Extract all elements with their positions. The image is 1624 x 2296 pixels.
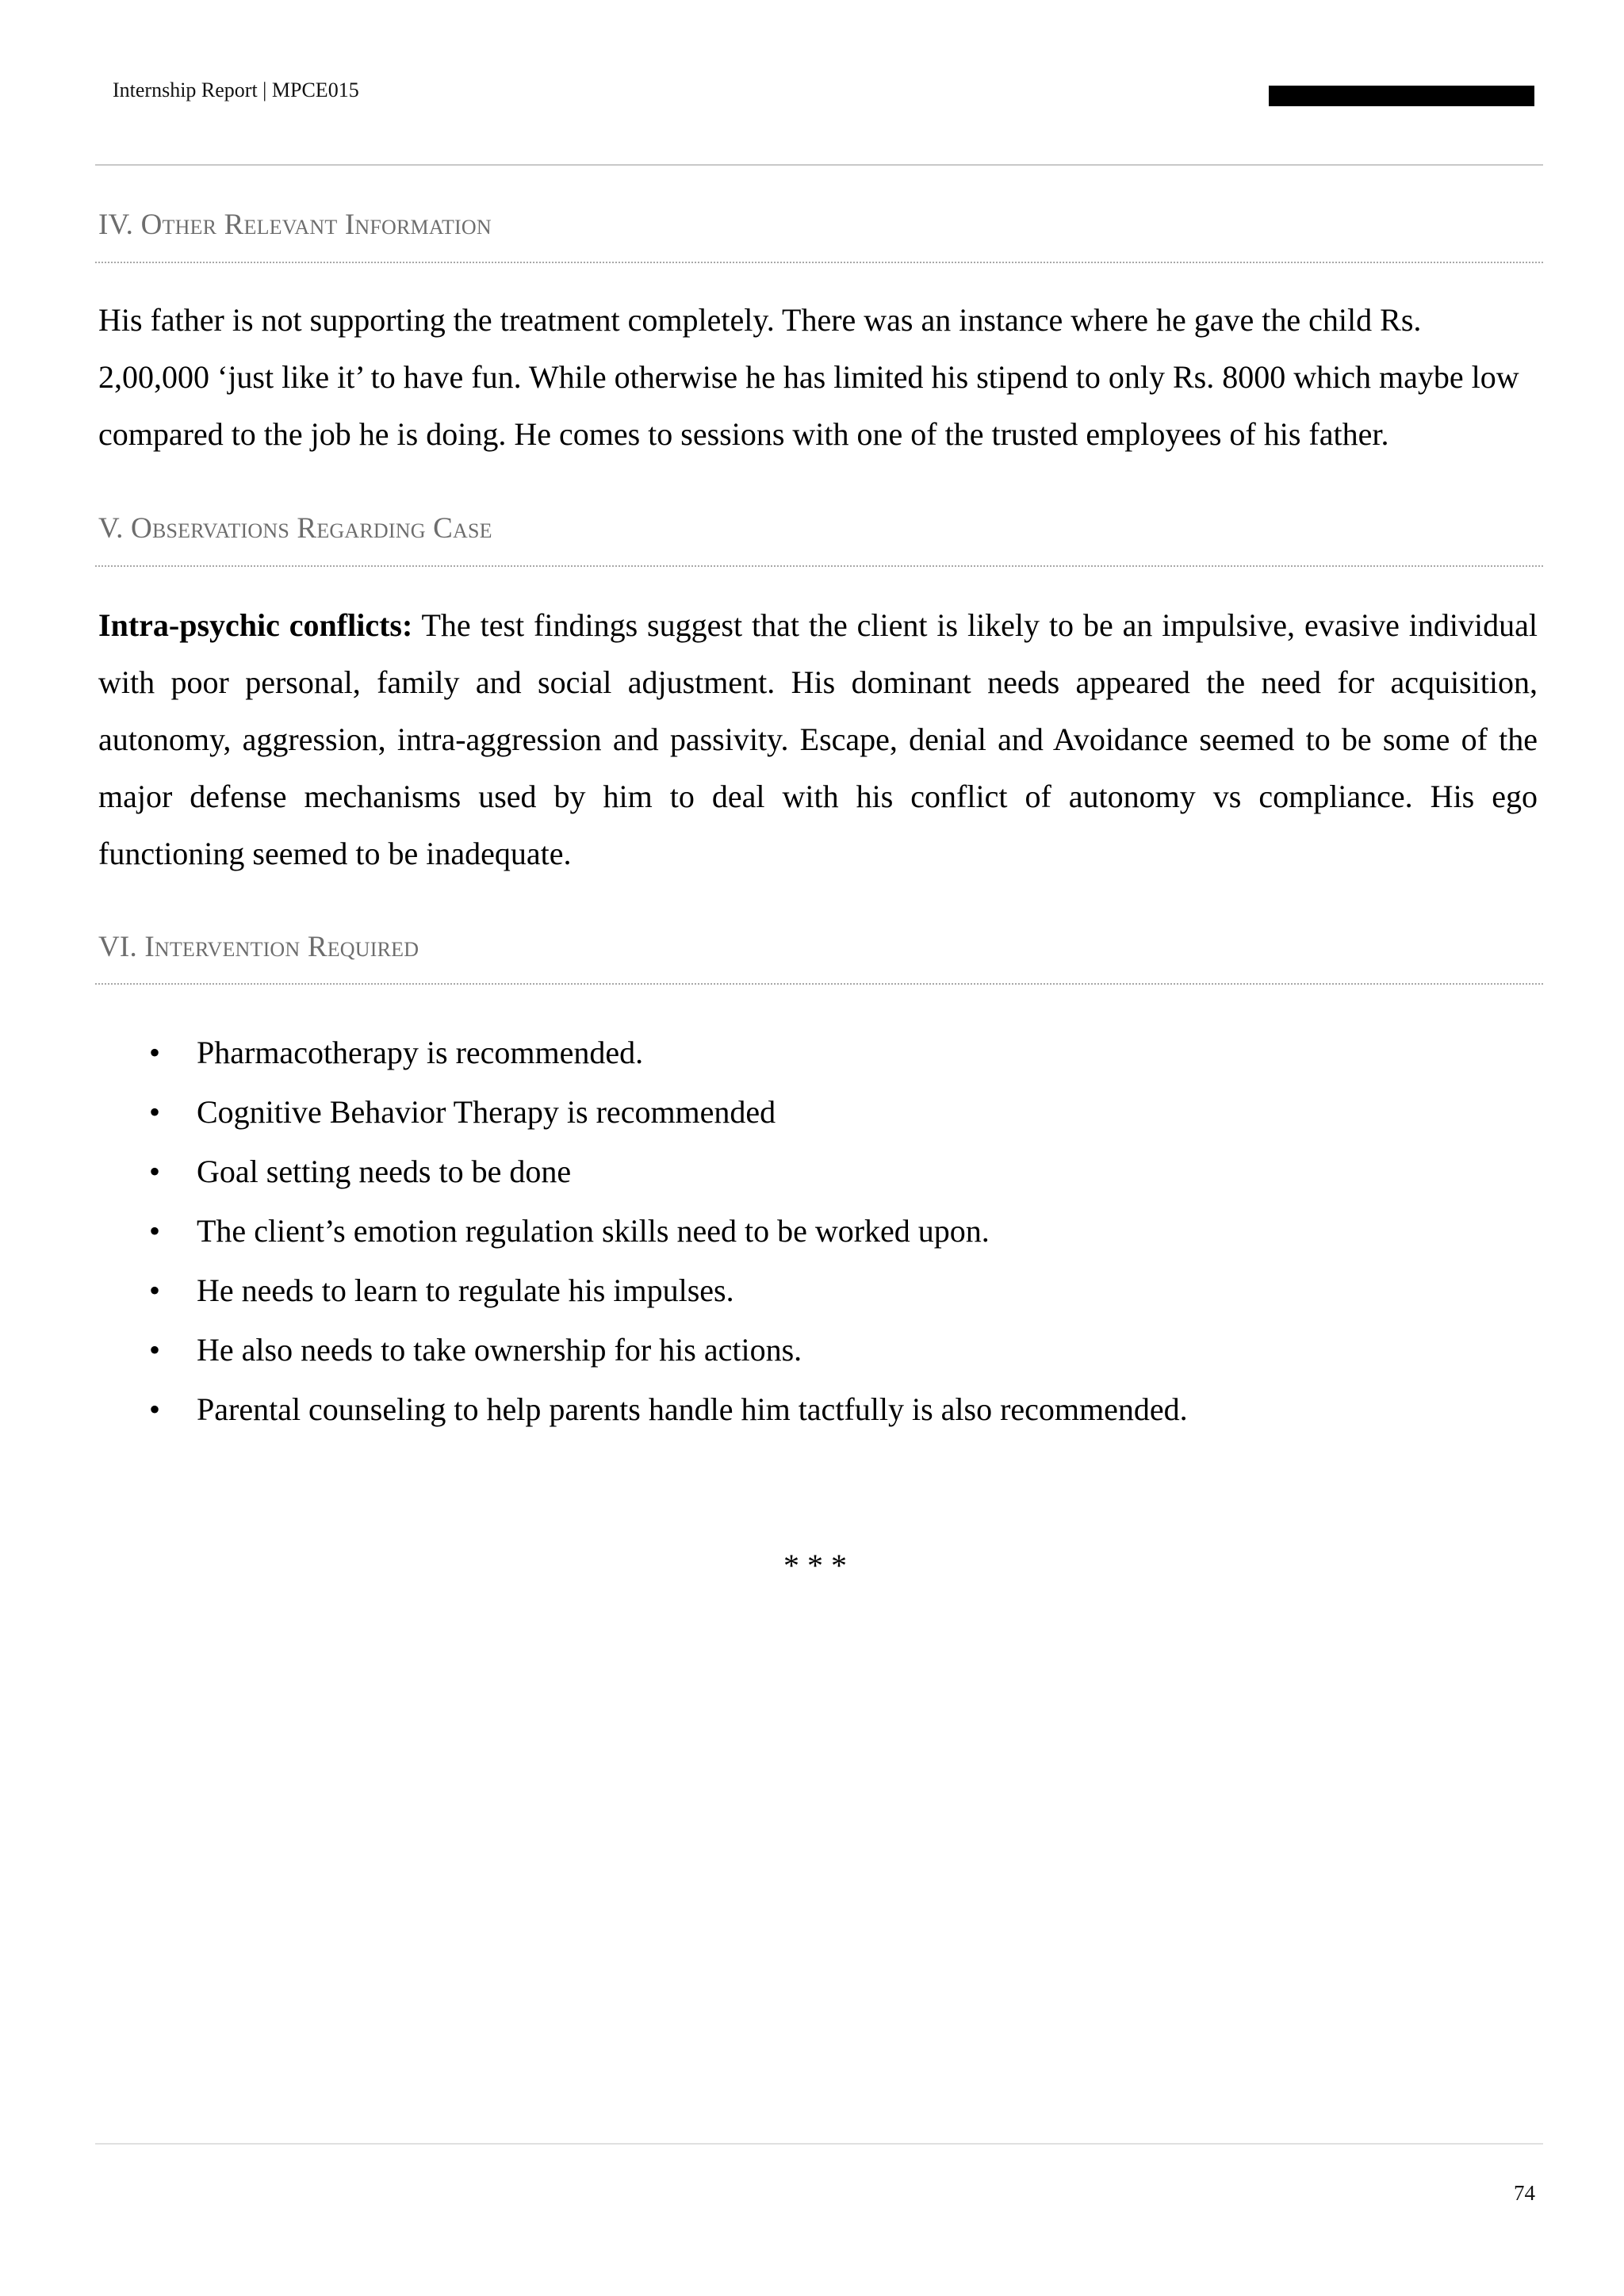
bullet-icon: • — [149, 1213, 161, 1249]
list-item-text: Cognitive Behavior Therapy is recommended — [197, 1094, 776, 1130]
section-divider — [95, 565, 1543, 567]
section-heading-observations: V. Observations Regarding Case — [98, 512, 492, 545]
list-item — [98, 1142, 1526, 1201]
list-item-text: He needs to learn to regulate his impulses. — [197, 1272, 734, 1308]
paragraph-observations — [98, 597, 1538, 882]
paragraph-observations-body: The test findings suggest that the client is likely to be an impulsive, evasive individual with poor personal, family and social adjustment. His dominant needs appeared the need for acquisition, autonomy, aggression, intra-aggression and passivity. Escape, denial and Avoidance seemed to be some of the major defense mechanisms used by him to deal with his conflict of autonomy vs compliance. His ego functioning seemed to be inadequate. — [98, 607, 1538, 871]
redaction-bar — [1269, 86, 1534, 106]
section-end-marker: * * * — [783, 1548, 847, 1583]
paragraph-other-relevant-information: His father is not supporting the treatment completely. There was an instance where he gave the child Rs. 2,00,000 ‘just like it’ to have fun. While otherwise he has limited his stipend to only Rs. 8000 which maybe low compared to the job he is doing. He comes to sessions with one of the trusted employees of his father. — [98, 302, 1519, 452]
list-item-text: Pharmacotherapy is recommended. — [197, 1035, 644, 1070]
section-heading-intervention-required: VI. Intervention Required — [98, 931, 419, 963]
bullet-icon: • — [149, 1272, 161, 1308]
section-divider — [95, 262, 1543, 263]
bullet-icon: • — [149, 1035, 161, 1070]
paragraph-lead-intra-psychic-conflicts: Intra-psychic conflicts: — [98, 607, 413, 643]
header-divider — [95, 164, 1543, 166]
running-header: Internship Report | MPCE015 — [113, 78, 359, 101]
list-item — [98, 1380, 1526, 1439]
intervention-list — [98, 1023, 1526, 1439]
section-divider — [95, 983, 1543, 985]
bullet-icon: • — [149, 1154, 161, 1189]
list-item-text: The client’s emotion regulation skills need to be worked upon. — [197, 1213, 990, 1249]
list-item-text: Goal setting needs to be done — [197, 1154, 572, 1189]
bullet-icon: • — [149, 1094, 161, 1130]
list-item-text: He also needs to take ownership for his actions. — [197, 1332, 802, 1368]
page-number: 74 — [1514, 2181, 1535, 2205]
list-item — [98, 1261, 1526, 1320]
list-item — [98, 1082, 1526, 1142]
bullet-icon: • — [149, 1332, 161, 1368]
list-item-text: Parental counseling to help parents handle him tactfully is also recommended. — [197, 1391, 1188, 1427]
list-item — [98, 1201, 1526, 1261]
list-item — [98, 1320, 1526, 1380]
section-heading-other-relevant-information: IV. Other Relevant Information — [98, 209, 492, 241]
footer-divider — [95, 2143, 1543, 2145]
bullet-icon: • — [149, 1391, 161, 1427]
list-item — [98, 1023, 1526, 1082]
